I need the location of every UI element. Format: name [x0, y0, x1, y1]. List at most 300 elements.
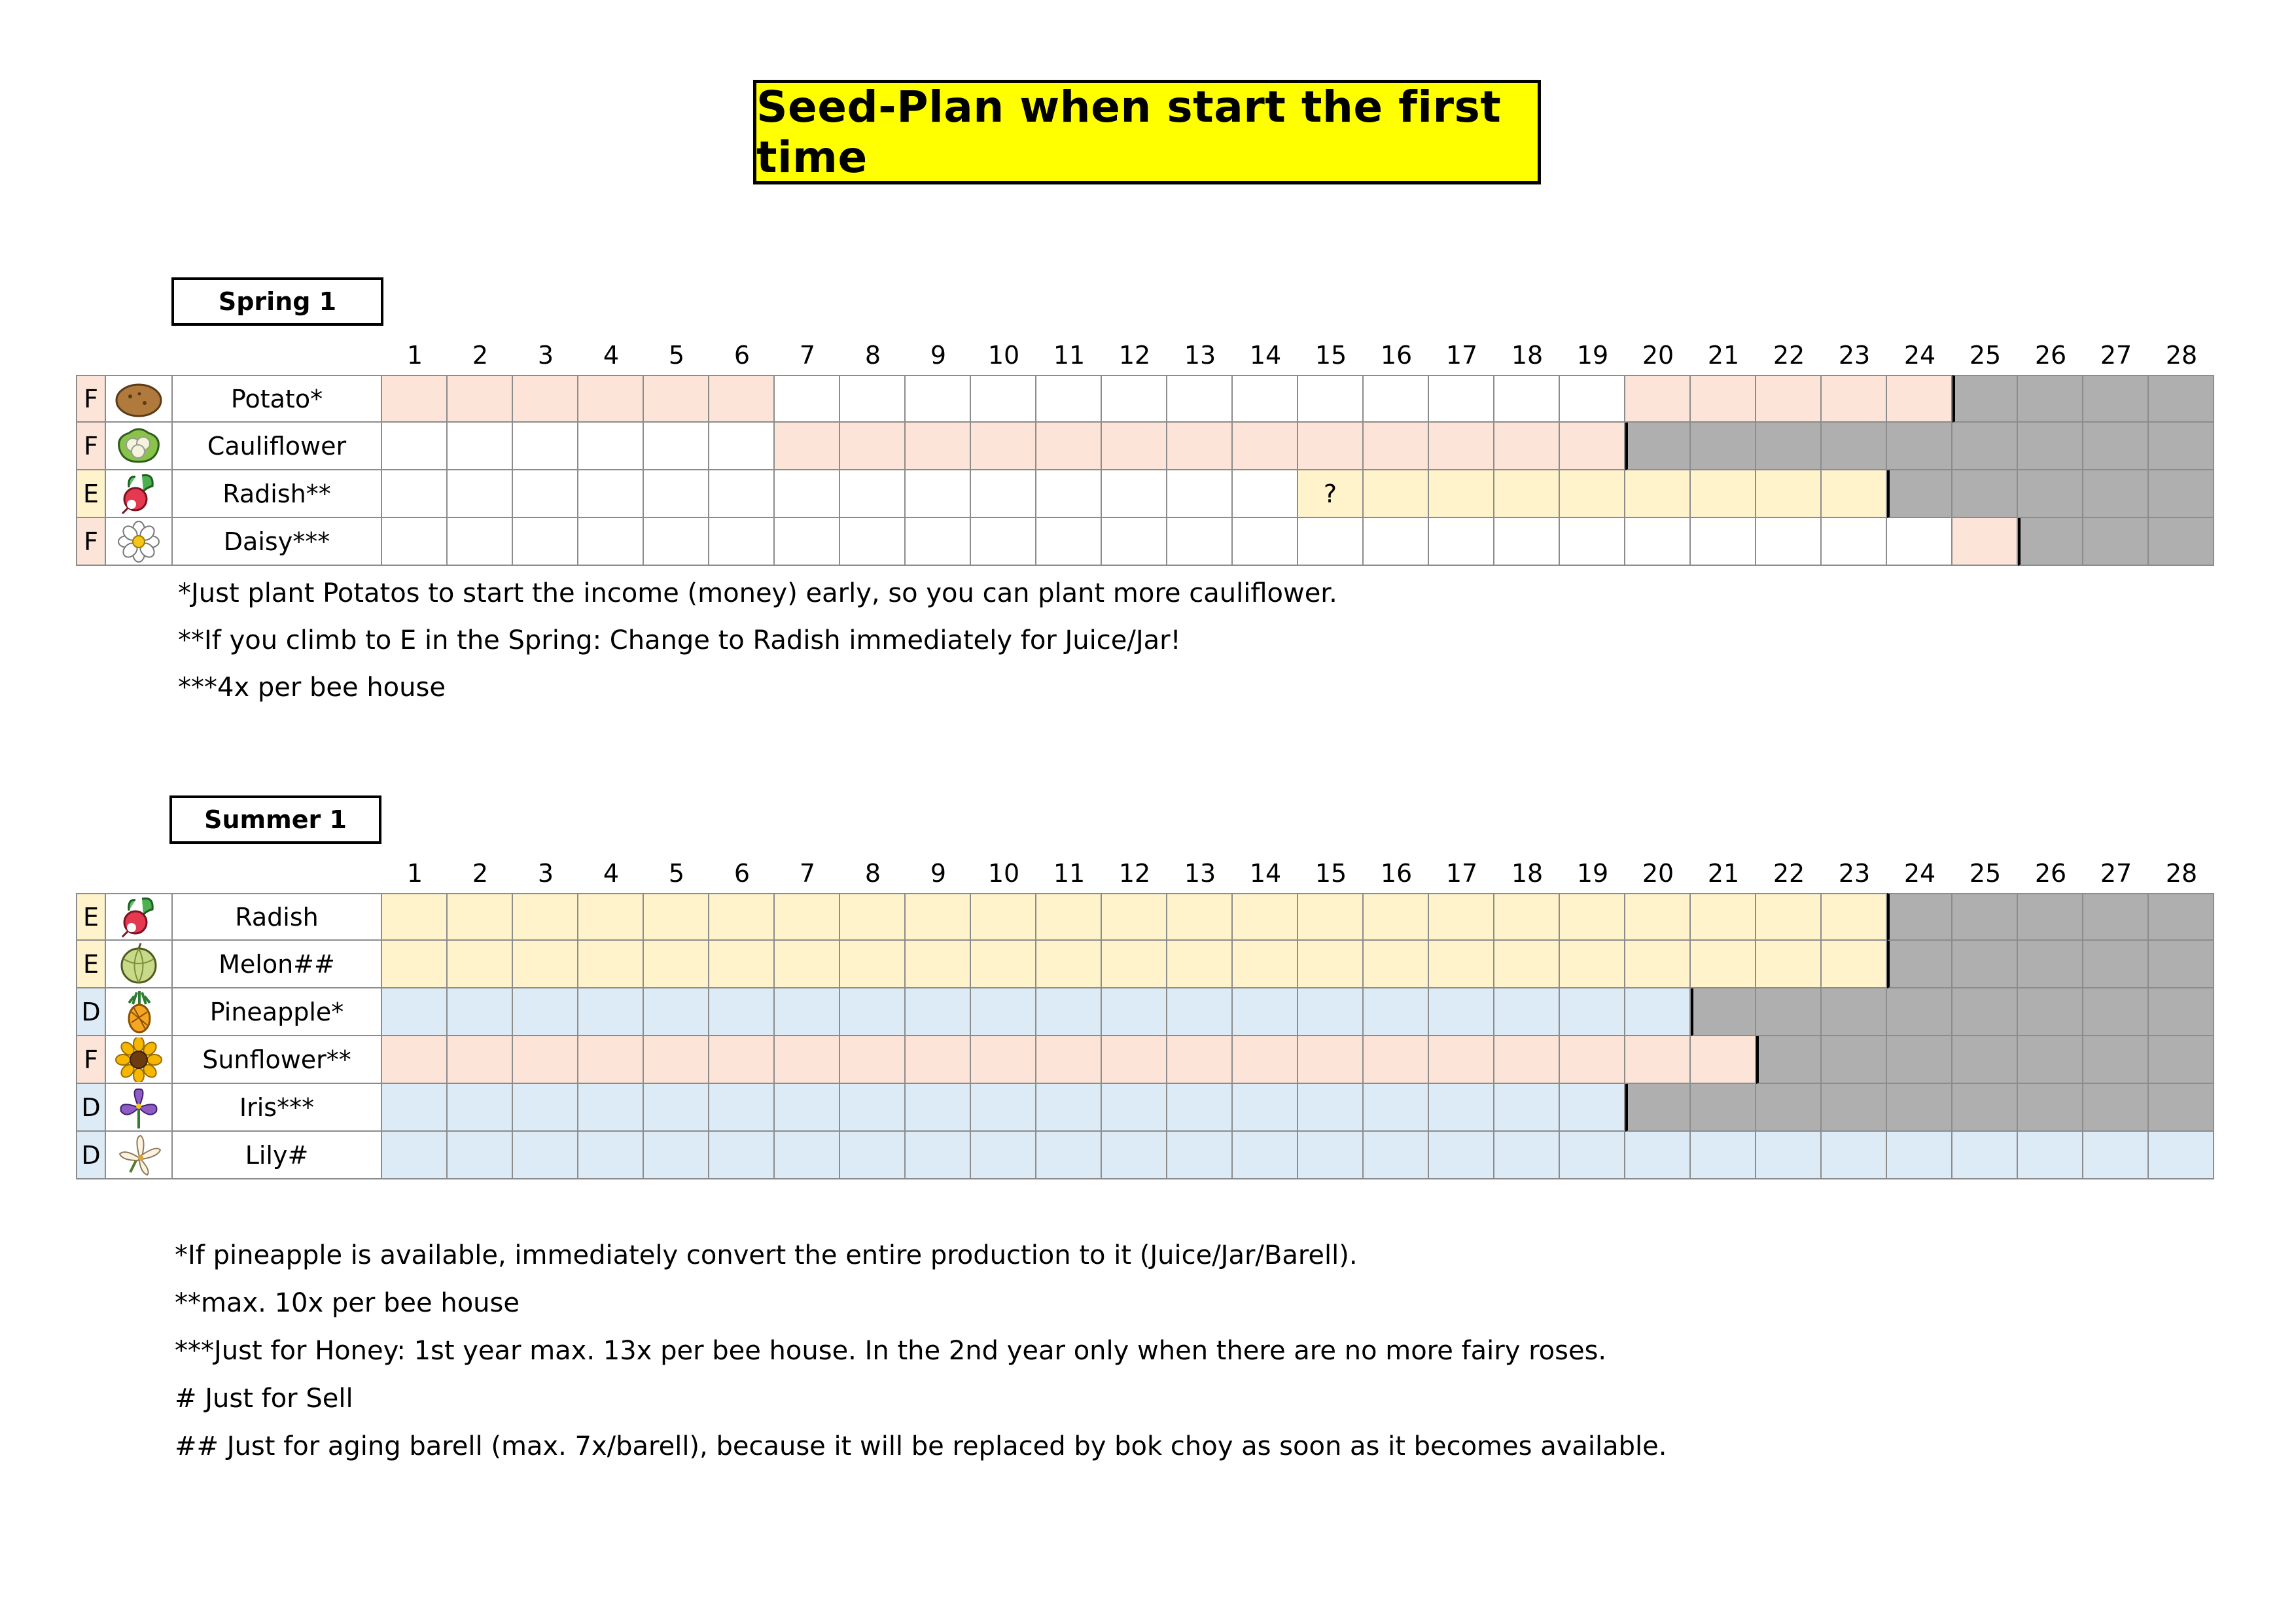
day-number: 19 [1576, 341, 1609, 370]
day-cell [971, 375, 1036, 423]
day-cell [1036, 1132, 1102, 1179]
day-cell [1364, 893, 1429, 941]
note-line: ## Just for aging barell (max. 7x/barell), because it will be replaced by bok choy as soon as it becomes available. [175, 1431, 1667, 1461]
tier-label: F [76, 518, 106, 566]
day-cell [513, 988, 578, 1036]
crop-row [76, 1132, 2214, 1179]
day-cell [775, 1132, 840, 1179]
day-cell [1560, 1036, 1625, 1084]
day-cell [1233, 988, 1298, 1036]
cell-note: ? [1323, 479, 1337, 508]
day-cell [578, 518, 644, 566]
day-cell [1560, 1132, 1625, 1179]
tier-label: E [76, 941, 106, 988]
day-cell [2083, 941, 2149, 988]
day-cell [1298, 470, 1364, 518]
crop-name: Radish** [173, 470, 382, 518]
day-cell [2018, 1084, 2083, 1132]
day-cell [1167, 375, 1233, 423]
day-cell [906, 1132, 971, 1179]
day-cell [1036, 518, 1102, 566]
day-cell [448, 1132, 513, 1179]
day-cell [1756, 518, 1822, 566]
day-cell [644, 941, 709, 988]
day-cell [1429, 470, 1494, 518]
day-cell [1494, 893, 1560, 941]
day-cell [1822, 470, 1887, 518]
day-cell [1691, 1132, 1756, 1179]
day-cell [709, 988, 775, 1036]
day-cell [1429, 941, 1494, 988]
day-cell [382, 423, 448, 470]
day-number: 28 [2165, 341, 2198, 370]
day-cell [1364, 423, 1429, 470]
summer-label: Summer 1 [169, 795, 381, 844]
day-cell [1691, 375, 1756, 423]
day-cell [1167, 470, 1233, 518]
day-cell [1233, 423, 1298, 470]
day-cell [1887, 941, 1952, 988]
day-number: 13 [1184, 341, 1216, 370]
day-cell [1429, 518, 1494, 566]
day-cell [1560, 941, 1625, 988]
day-cell [1233, 1036, 1298, 1084]
day-cell [1822, 988, 1887, 1036]
day-cell [448, 893, 513, 941]
day-number: 16 [1380, 341, 1413, 370]
day-number: 15 [1315, 859, 1347, 888]
day-cell [775, 988, 840, 1036]
day-cell [1952, 941, 2018, 988]
day-cell [1952, 988, 2018, 1036]
day-cell [1625, 1036, 1691, 1084]
day-cell [1822, 1036, 1887, 1084]
day-cell [709, 941, 775, 988]
day-number: 24 [1903, 859, 1936, 888]
day-cell [382, 1132, 448, 1179]
day-cell [1364, 988, 1429, 1036]
day-number: 21 [1707, 859, 1740, 888]
note-line: *Just plant Potatos to start the income (money) early, so you can plant more cauliflower. [178, 578, 1337, 608]
day-cell [1691, 518, 1756, 566]
day-cell [1625, 423, 1691, 470]
day-cell [709, 1132, 775, 1179]
day-cell [1494, 423, 1560, 470]
day-cell [840, 375, 906, 423]
day-cell [1887, 1084, 1952, 1132]
iris-icon [106, 1084, 173, 1132]
day-cell [1625, 941, 1691, 988]
day-number: 14 [1249, 859, 1282, 888]
day-cell [1364, 1084, 1429, 1132]
day-cell [2018, 1036, 2083, 1084]
day-cell [1036, 1084, 1102, 1132]
day-cell [1494, 1036, 1560, 1084]
day-cell [1167, 423, 1233, 470]
day-cell [644, 1084, 709, 1132]
day-cell [840, 423, 906, 470]
day-cell [709, 1036, 775, 1084]
day-cell [1167, 1084, 1233, 1132]
day-cell [906, 518, 971, 566]
day-cell [1756, 1132, 1822, 1179]
day-cell [2018, 988, 2083, 1036]
day-cell [1560, 423, 1625, 470]
day-number: 2 [472, 859, 489, 888]
day-number: 17 [1445, 341, 1478, 370]
day-cell [840, 1036, 906, 1084]
day-cell [1625, 375, 1691, 423]
day-number: 14 [1249, 341, 1282, 370]
day-cell [2083, 1132, 2149, 1179]
day-cell [1298, 941, 1364, 988]
day-cell [1298, 1132, 1364, 1179]
day-cell [1298, 423, 1364, 470]
day-cell [578, 1132, 644, 1179]
day-cell [775, 470, 840, 518]
day-number: 20 [1642, 859, 1674, 888]
day-cell [840, 1132, 906, 1179]
day-cell [578, 470, 644, 518]
day-number: 26 [2034, 341, 2067, 370]
day-cell [382, 893, 448, 941]
day-cell [840, 988, 906, 1036]
day-cell [906, 375, 971, 423]
tier-label: F [76, 375, 106, 423]
day-number: 8 [864, 341, 881, 370]
day-number: 23 [1838, 341, 1871, 370]
day-cell [2149, 893, 2214, 941]
day-cell [382, 1036, 448, 1084]
day-cell [1494, 470, 1560, 518]
note-line: ***4x per bee house [178, 672, 446, 703]
day-cell [971, 423, 1036, 470]
day-cell [2149, 470, 2214, 518]
day-cell [1887, 470, 1952, 518]
day-cell [971, 893, 1036, 941]
day-number: 27 [2100, 341, 2132, 370]
day-cell [644, 470, 709, 518]
day-number: 20 [1642, 341, 1674, 370]
potato-icon [106, 375, 173, 423]
day-cell [1691, 470, 1756, 518]
day-cell [971, 1084, 1036, 1132]
day-cell [2149, 1036, 2214, 1084]
day-cell [906, 893, 971, 941]
day-cell [1102, 518, 1167, 566]
day-cell [448, 988, 513, 1036]
day-cell [1756, 988, 1822, 1036]
crop-row [76, 893, 2214, 941]
day-number: 16 [1380, 859, 1413, 888]
crop-row [76, 941, 2214, 988]
day-cell [1691, 1084, 1756, 1132]
day-cell [840, 941, 906, 988]
crop-row [76, 988, 2214, 1036]
day-cell [1102, 941, 1167, 988]
note-line: **max. 10x per bee house [175, 1288, 520, 1318]
day-number: 27 [2100, 859, 2132, 888]
day-cell [1102, 423, 1167, 470]
day-cell [1560, 893, 1625, 941]
note-line: ***Just for Honey: 1st year max. 13x per bee house. In the 2nd year only when there are no more fairy roses. [175, 1336, 1607, 1366]
day-cell [775, 1036, 840, 1084]
day-number: 5 [668, 341, 685, 370]
day-cell [1822, 893, 1887, 941]
day-number: 26 [2034, 859, 2067, 888]
day-cell [1102, 470, 1167, 518]
crop-row [76, 518, 2214, 566]
day-cell [1429, 1132, 1494, 1179]
day-number: 6 [733, 341, 751, 370]
crop-row [76, 1084, 2214, 1132]
day-cell [2083, 518, 2149, 566]
day-cell [1887, 518, 1952, 566]
day-cell [1952, 1036, 2018, 1084]
day-cell [1298, 518, 1364, 566]
day-cell [1233, 470, 1298, 518]
note-line: *If pineapple is available, immediately convert the entire production to it (Juice/Jar/Barell). [175, 1240, 1358, 1270]
tier-label: F [76, 423, 106, 470]
day-cell [2018, 470, 2083, 518]
day-cell [906, 1084, 971, 1132]
day-cell [1691, 988, 1756, 1036]
tier-label: F [76, 1036, 106, 1084]
day-cell [448, 941, 513, 988]
day-cell [1036, 423, 1102, 470]
day-number: 18 [1511, 341, 1544, 370]
day-cell [578, 988, 644, 1036]
day-cell [1494, 988, 1560, 1036]
day-cell [1298, 1084, 1364, 1132]
page-title: Seed-Plan when start the first time [753, 80, 1541, 184]
day-cell [2083, 988, 2149, 1036]
day-cell [1167, 518, 1233, 566]
day-number: 12 [1118, 859, 1151, 888]
day-cell [1822, 375, 1887, 423]
day-cell [1036, 375, 1102, 423]
day-cell [2083, 375, 2149, 423]
crop-row [76, 375, 2214, 423]
radish-icon [106, 470, 173, 518]
day-cell [840, 518, 906, 566]
day-cell [1494, 518, 1560, 566]
day-cell [1494, 1132, 1560, 1179]
day-cell [1887, 1132, 1952, 1179]
day-cell [1429, 1036, 1494, 1084]
day-number: 15 [1315, 341, 1347, 370]
day-cell [2149, 518, 2214, 566]
day-cell [1167, 1036, 1233, 1084]
day-cell [1756, 941, 1822, 988]
day-cell [513, 1132, 578, 1179]
day-cell [644, 1132, 709, 1179]
pineapple-icon [106, 988, 173, 1036]
day-cell [1756, 1036, 1822, 1084]
note-line: **If you climb to E in the Spring: Change to Radish immediately for Juice/Jar! [178, 625, 1181, 655]
day-cell [775, 893, 840, 941]
day-cell [513, 1084, 578, 1132]
day-cell [1952, 1132, 2018, 1179]
day-cell [1822, 518, 1887, 566]
crop-name: Cauliflower [173, 423, 382, 470]
day-cell [1429, 988, 1494, 1036]
day-cell [1494, 1084, 1560, 1132]
day-cell [2083, 1036, 2149, 1084]
day-cell [709, 893, 775, 941]
day-cell [1364, 375, 1429, 423]
day-number: 8 [864, 859, 881, 888]
day-cell [1364, 1132, 1429, 1179]
day-cell [1560, 518, 1625, 566]
day-cell [382, 988, 448, 1036]
crop-name: Lily# [173, 1132, 382, 1179]
day-cell [775, 941, 840, 988]
day-cell [1625, 1132, 1691, 1179]
day-cell [2018, 375, 2083, 423]
day-cell [2018, 941, 2083, 988]
day-cell [644, 375, 709, 423]
day-cell [1364, 518, 1429, 566]
day-cell [1952, 518, 2018, 566]
day-cell [1036, 470, 1102, 518]
day-cell [1102, 893, 1167, 941]
day-cell [448, 423, 513, 470]
tier-label: D [76, 1132, 106, 1179]
crop-name: Daisy*** [173, 518, 382, 566]
day-number: 23 [1838, 859, 1871, 888]
tier-label: D [76, 1084, 106, 1132]
day-cell [971, 1036, 1036, 1084]
day-cell [2018, 518, 2083, 566]
day-cell [1298, 1036, 1364, 1084]
radish-icon [106, 893, 173, 941]
day-cell [971, 518, 1036, 566]
day-cell [1822, 1132, 1887, 1179]
day-cell [1429, 375, 1494, 423]
day-number: 10 [987, 341, 1020, 370]
day-cell [1887, 893, 1952, 941]
day-number: 1 [406, 341, 423, 370]
day-number: 22 [1773, 341, 1805, 370]
cauliflower-icon [106, 423, 173, 470]
day-cell [1887, 375, 1952, 423]
day-cell [1756, 470, 1822, 518]
day-cell [1298, 893, 1364, 941]
day-cell [1625, 988, 1691, 1036]
day-cell [513, 423, 578, 470]
day-cell [644, 988, 709, 1036]
day-number: 6 [733, 859, 751, 888]
day-cell [2018, 1132, 2083, 1179]
day-cell [448, 1036, 513, 1084]
day-cell [2149, 1084, 2214, 1132]
day-cell [1952, 470, 2018, 518]
day-cell [2149, 1132, 2214, 1179]
day-cell [1756, 893, 1822, 941]
day-cell [1625, 470, 1691, 518]
day-number: 2 [472, 341, 489, 370]
day-number: 10 [987, 859, 1020, 888]
day-cell [513, 518, 578, 566]
crop-name: Radish [173, 893, 382, 941]
day-number: 3 [537, 341, 554, 370]
day-cell [382, 470, 448, 518]
day-number: 7 [799, 341, 816, 370]
day-cell [1036, 941, 1102, 988]
day-number: 21 [1707, 341, 1740, 370]
spring-label: Spring 1 [171, 277, 383, 326]
day-cell [1233, 941, 1298, 988]
day-cell [1167, 988, 1233, 1036]
day-cell [1233, 1132, 1298, 1179]
melon-icon [106, 941, 173, 988]
day-number: 18 [1511, 859, 1544, 888]
day-number: 17 [1445, 859, 1478, 888]
day-cell [1952, 1084, 2018, 1132]
day-cell [1102, 988, 1167, 1036]
note-line: # Just for Sell [175, 1384, 353, 1414]
day-cell [448, 375, 513, 423]
day-cell [709, 375, 775, 423]
day-cell [1102, 1084, 1167, 1132]
day-number: 5 [668, 859, 685, 888]
day-cell [1756, 423, 1822, 470]
day-number: 9 [930, 341, 947, 370]
day-cell [578, 375, 644, 423]
day-cell [1102, 1132, 1167, 1179]
day-cell [1560, 988, 1625, 1036]
crop-row [76, 1036, 2214, 1084]
day-cell [513, 375, 578, 423]
day-cell [578, 941, 644, 988]
day-cell [1494, 941, 1560, 988]
day-cell [2083, 1084, 2149, 1132]
day-cell [1036, 988, 1102, 1036]
day-cell [1102, 375, 1167, 423]
day-cell [906, 941, 971, 988]
day-cell [2018, 423, 2083, 470]
day-cell [2083, 893, 2149, 941]
day-cell [513, 470, 578, 518]
day-cell [709, 423, 775, 470]
day-cell [971, 988, 1036, 1036]
day-cell [906, 423, 971, 470]
day-cell [644, 893, 709, 941]
day-cell [1756, 1084, 1822, 1132]
day-cell [1691, 941, 1756, 988]
day-cell [1560, 375, 1625, 423]
day-cell [906, 1036, 971, 1084]
day-cell [382, 375, 448, 423]
day-number: 25 [1969, 341, 2002, 370]
day-cell [1887, 423, 1952, 470]
tier-label: E [76, 893, 106, 941]
day-cell [1625, 518, 1691, 566]
day-cell [775, 518, 840, 566]
day-cell [1822, 941, 1887, 988]
day-number: 12 [1118, 341, 1151, 370]
day-cell [1887, 1036, 1952, 1084]
day-cell [1887, 988, 1952, 1036]
day-cell [448, 518, 513, 566]
day-cell [578, 423, 644, 470]
day-number: 19 [1576, 859, 1609, 888]
day-cell [1494, 375, 1560, 423]
day-cell [578, 893, 644, 941]
day-cell [513, 941, 578, 988]
sunflower-icon [106, 1036, 173, 1084]
